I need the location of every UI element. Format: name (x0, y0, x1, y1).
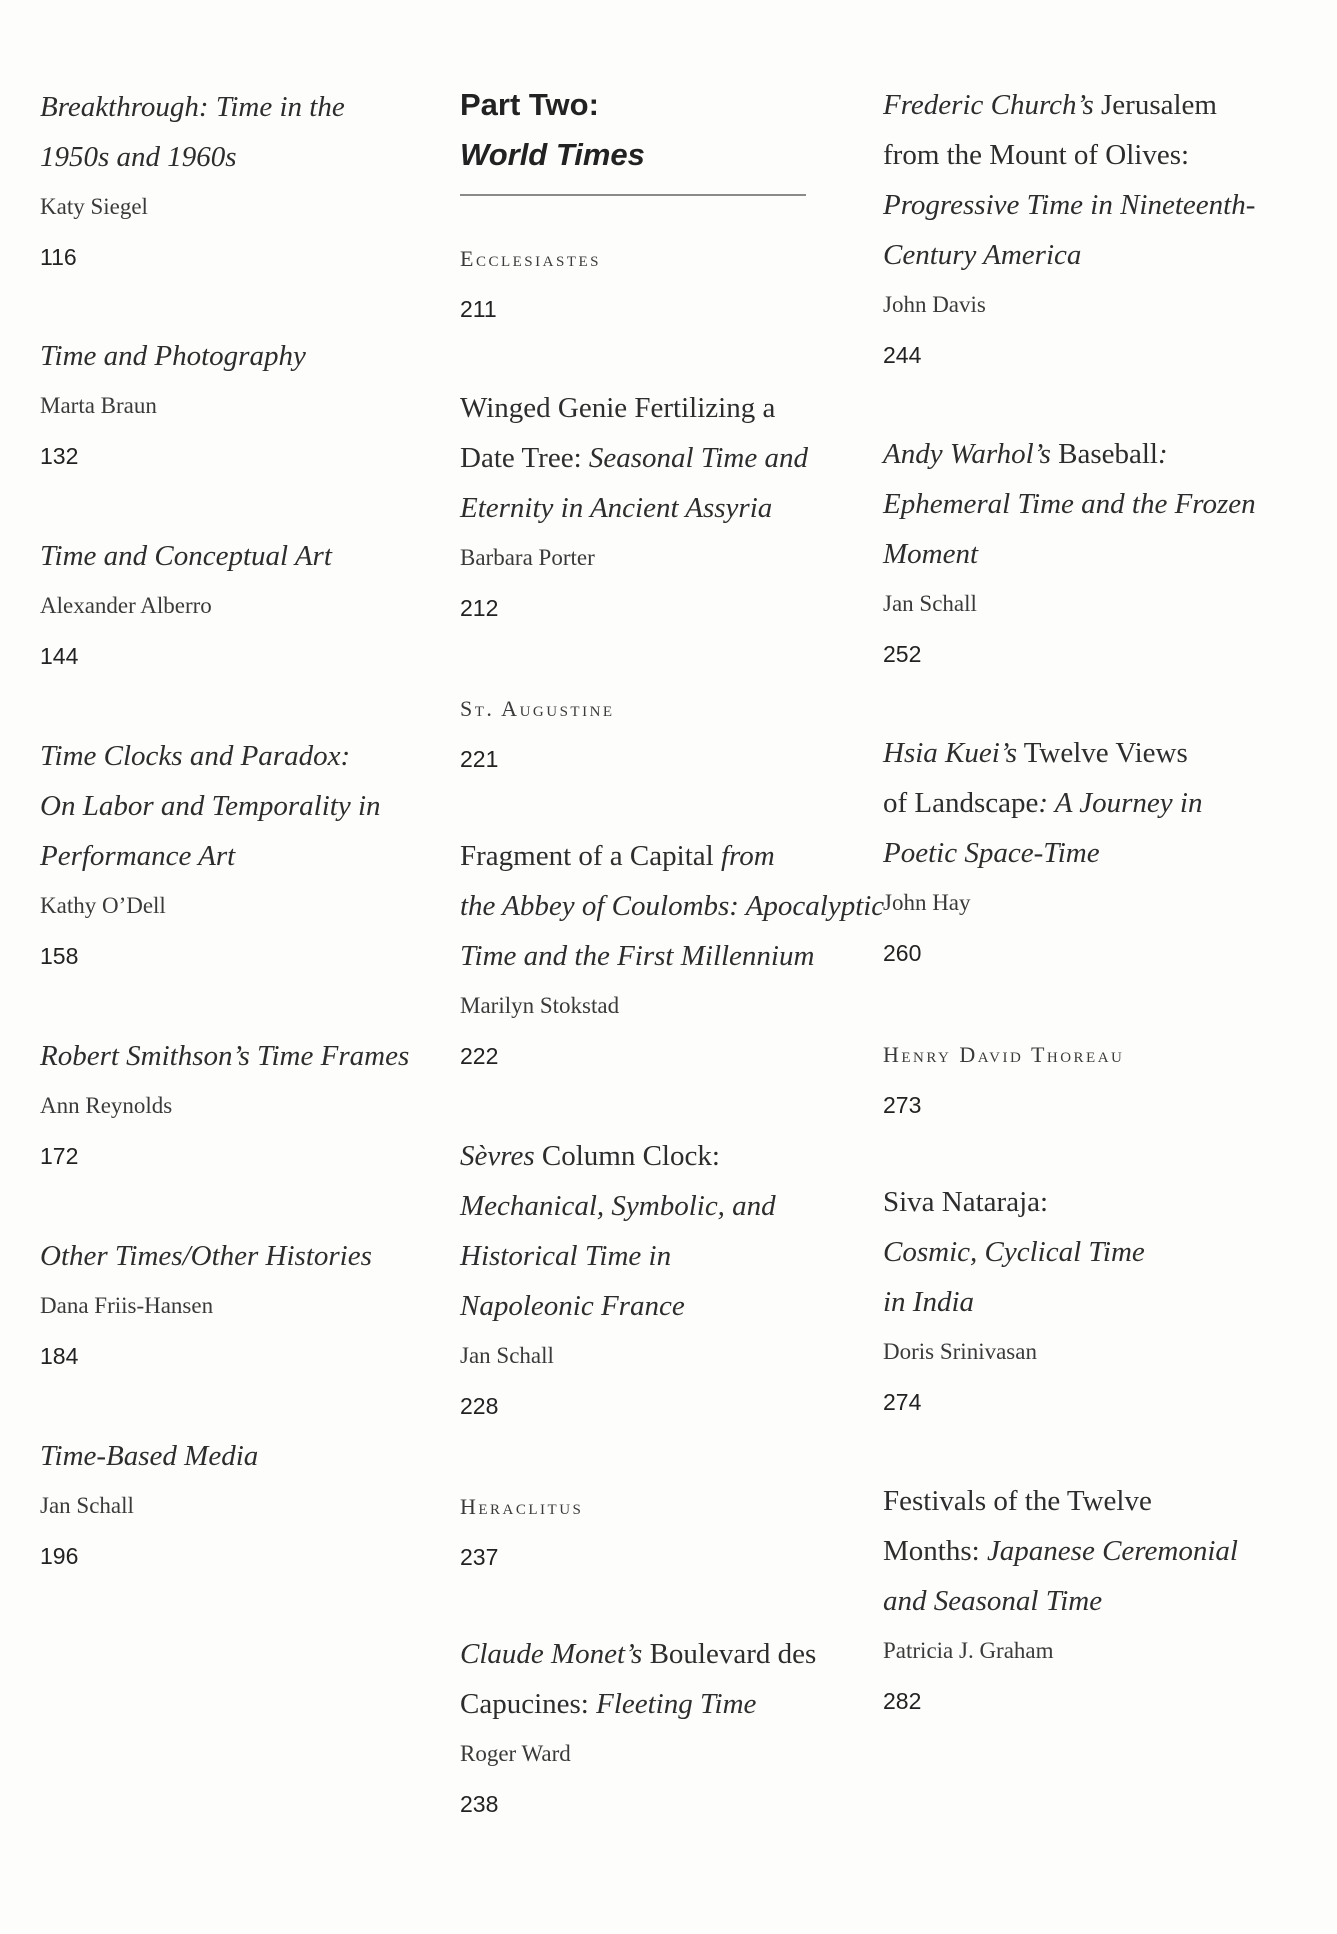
entry-author: Marta Braun (40, 393, 157, 418)
toc-entry (460, 383, 830, 633)
title-fragment: Boulevard des (642, 1638, 817, 1670)
title-fragment: Date Tree: (460, 442, 589, 474)
title-fragment: Moment (883, 538, 979, 570)
entry-page-number: 132 (40, 443, 79, 469)
toc-entry (883, 1177, 1263, 1427)
entry-page-number: 158 (40, 943, 79, 969)
entry-page-number: 274 (883, 1389, 922, 1415)
toc-entry (883, 1476, 1263, 1726)
toc-section-entry (883, 1030, 1263, 1130)
title-fragment: of Landscape (883, 787, 1039, 819)
entry-title-line (460, 1131, 830, 1181)
entry-author: Patricia J. Graham (883, 1638, 1054, 1663)
entry-title-line: Time and Photography (40, 340, 306, 372)
entry-title-line (883, 828, 1263, 878)
title-fragment: Festivals of the Twelve (883, 1485, 1152, 1517)
section-title: Heraclitus (460, 1494, 584, 1519)
entry-page-number: 222 (460, 1043, 499, 1069)
toc-entry (40, 82, 420, 282)
title-fragment: Claude Monet’s (460, 1638, 643, 1670)
entry-author: Ann Reynolds (40, 1093, 173, 1118)
entry-page-number: 244 (883, 342, 922, 368)
toc-entry (40, 331, 420, 481)
entry-title-line (460, 483, 830, 533)
part-label: Part Two: (460, 87, 599, 122)
entry-author: John Davis (883, 292, 986, 317)
entry-page-number: 238 (460, 1791, 499, 1817)
title-fragment: Seasonal Time and (588, 442, 808, 474)
entry-title-line (460, 1281, 830, 1331)
title-fragment: Fleeting Time (596, 1688, 757, 1720)
entry-title-line (883, 529, 1263, 579)
title-fragment: from (720, 840, 775, 872)
title-fragment: in India (883, 1286, 975, 1318)
title-fragment: and Seasonal Time (883, 1585, 1103, 1617)
toc-entry (883, 80, 1263, 380)
part-heading (460, 80, 830, 180)
entry-author: Jan Schall (883, 591, 977, 616)
entry-page-number: 260 (883, 940, 922, 966)
title-fragment: Poetic Space-Time (883, 837, 1100, 869)
toc-entry (40, 1031, 420, 1181)
entry-page-number: 221 (460, 746, 499, 772)
toc-entry (40, 1431, 420, 1581)
entry-page-number: 144 (40, 643, 79, 669)
title-fragment: : (1157, 438, 1168, 470)
toc-entry (460, 1131, 830, 1431)
entry-title-line (883, 429, 1263, 479)
entry-title-line: Time and Conceptual Art (40, 540, 332, 572)
heading-divider (460, 194, 806, 196)
title-fragment: Progressive Time in Nineteenth- (883, 189, 1256, 221)
entry-author: Kathy O’Dell (40, 893, 166, 918)
entry-page-number: 196 (40, 1543, 79, 1569)
title-fragment: Months: (883, 1535, 987, 1567)
entry-page-number: 282 (883, 1688, 922, 1714)
title-fragment: Historical Time in (460, 1240, 672, 1272)
title-fragment: Frederic Church’s (883, 89, 1094, 121)
entry-title-line: Performance Art (40, 840, 236, 872)
title-fragment: Jerusalem (1093, 89, 1217, 121)
toc-entry (40, 731, 420, 981)
entry-page-number: 211 (460, 296, 497, 322)
title-fragment: Hsia Kuei’s (883, 737, 1018, 769)
entry-title-line (460, 1629, 830, 1679)
entry-title-line (460, 931, 830, 981)
entry-title-line (460, 1181, 830, 1231)
entry-title-line (883, 1576, 1263, 1626)
toc-section-entry (460, 684, 830, 784)
section-title: Henry David Thoreau (883, 1042, 1125, 1067)
toc-entry (460, 1629, 830, 1829)
title-fragment: Baseball (1050, 438, 1158, 470)
entry-author: John Hay (883, 890, 971, 915)
entry-title-line (883, 1177, 1263, 1227)
entry-page-number: 212 (460, 595, 499, 621)
toc-entry (40, 531, 420, 681)
entry-author: Marilyn Stokstad (460, 993, 620, 1018)
entry-title-line (883, 1227, 1263, 1277)
entry-title-line (460, 1231, 830, 1281)
entry-title-line: On Labor and Temporality in (40, 790, 381, 822)
entry-title-line (883, 230, 1263, 280)
entry-author: Jan Schall (460, 1343, 554, 1368)
entry-title-line: Breakthrough: Time in the (40, 91, 345, 123)
entry-title-line (883, 130, 1263, 180)
title-fragment: Capucines: (460, 1688, 597, 1720)
entry-title-line (883, 80, 1263, 130)
entry-title-line (883, 1277, 1263, 1327)
entry-title-line (460, 831, 830, 881)
entry-page-number: 228 (460, 1393, 499, 1419)
part-title: World Times (460, 137, 645, 172)
entry-title-line: Robert Smithson’s Time Frames (40, 1040, 410, 1072)
entry-author: Jan Schall (40, 1493, 134, 1518)
title-fragment: Winged Genie Fertilizing a (460, 392, 776, 424)
entry-page-number: 237 (460, 1544, 499, 1570)
toc-entry (40, 1231, 420, 1381)
title-fragment: Twelve Views (1017, 737, 1188, 769)
title-fragment: Century America (883, 239, 1082, 271)
toc-entry (460, 831, 885, 1081)
entry-author: Dana Friis-Hansen (40, 1293, 214, 1318)
entry-page-number: 172 (40, 1143, 79, 1169)
entry-title-line (883, 728, 1263, 778)
title-fragment: Column Clock: (534, 1140, 720, 1172)
entry-title-line: Other Times/Other Histories (40, 1240, 372, 1272)
title-fragment: : A Journey in (1038, 787, 1203, 819)
title-fragment: Time and the First Millennium (460, 940, 815, 972)
title-fragment: Siva Nataraja: (883, 1186, 1049, 1218)
entry-page-number: 184 (40, 1343, 79, 1369)
entry-title-line: Time-Based Media (40, 1440, 259, 1472)
title-fragment: Sèvres (460, 1140, 535, 1172)
title-fragment: Japanese Ceremonial (986, 1535, 1238, 1567)
entry-title-line (883, 479, 1263, 529)
title-fragment: Ephemeral Time and the Frozen (883, 488, 1256, 520)
entry-title-line (883, 1526, 1263, 1576)
title-fragment: the Abbey of Coulombs: Apocalyptic (460, 890, 885, 922)
title-fragment: Andy Warhol’s (883, 438, 1051, 470)
title-fragment: Eternity in Ancient Assyria (460, 492, 773, 524)
entry-title-line (460, 881, 885, 931)
entry-author: Katy Siegel (40, 194, 148, 219)
entry-author: Doris Srinivasan (883, 1339, 1037, 1364)
entry-page-number: 252 (883, 641, 922, 667)
entry-title-line: 1950s and 1960s (40, 141, 237, 173)
entry-author: Roger Ward (460, 1741, 571, 1766)
entry-title-line (460, 1679, 830, 1729)
toc-entry (883, 728, 1263, 978)
title-fragment: Fragment of a Capital (460, 840, 721, 872)
entry-page-number: 273 (883, 1092, 922, 1118)
title-fragment: Mechanical, Symbolic, and (460, 1190, 776, 1222)
entry-title-line: Time Clocks and Paradox: (40, 740, 351, 772)
entry-page-number: 116 (40, 244, 77, 270)
entry-title-line (883, 1476, 1263, 1526)
title-fragment: Cosmic, Cyclical Time (883, 1236, 1145, 1268)
entry-title-line (460, 383, 830, 433)
entry-author: Alexander Alberro (40, 593, 212, 618)
entry-title-line (460, 433, 830, 483)
title-fragment: from the Mount of Olives: (883, 139, 1190, 171)
toc-section-entry (460, 234, 830, 334)
entry-author: Barbara Porter (460, 545, 595, 570)
title-fragment: Napoleonic France (460, 1290, 685, 1322)
section-title: St. Augustine (460, 696, 615, 721)
toc-entry (883, 429, 1263, 679)
entry-title-line (883, 180, 1263, 230)
section-title: Ecclesiastes (460, 246, 601, 271)
entry-title-line (883, 778, 1263, 828)
toc-section-entry (460, 1482, 830, 1582)
